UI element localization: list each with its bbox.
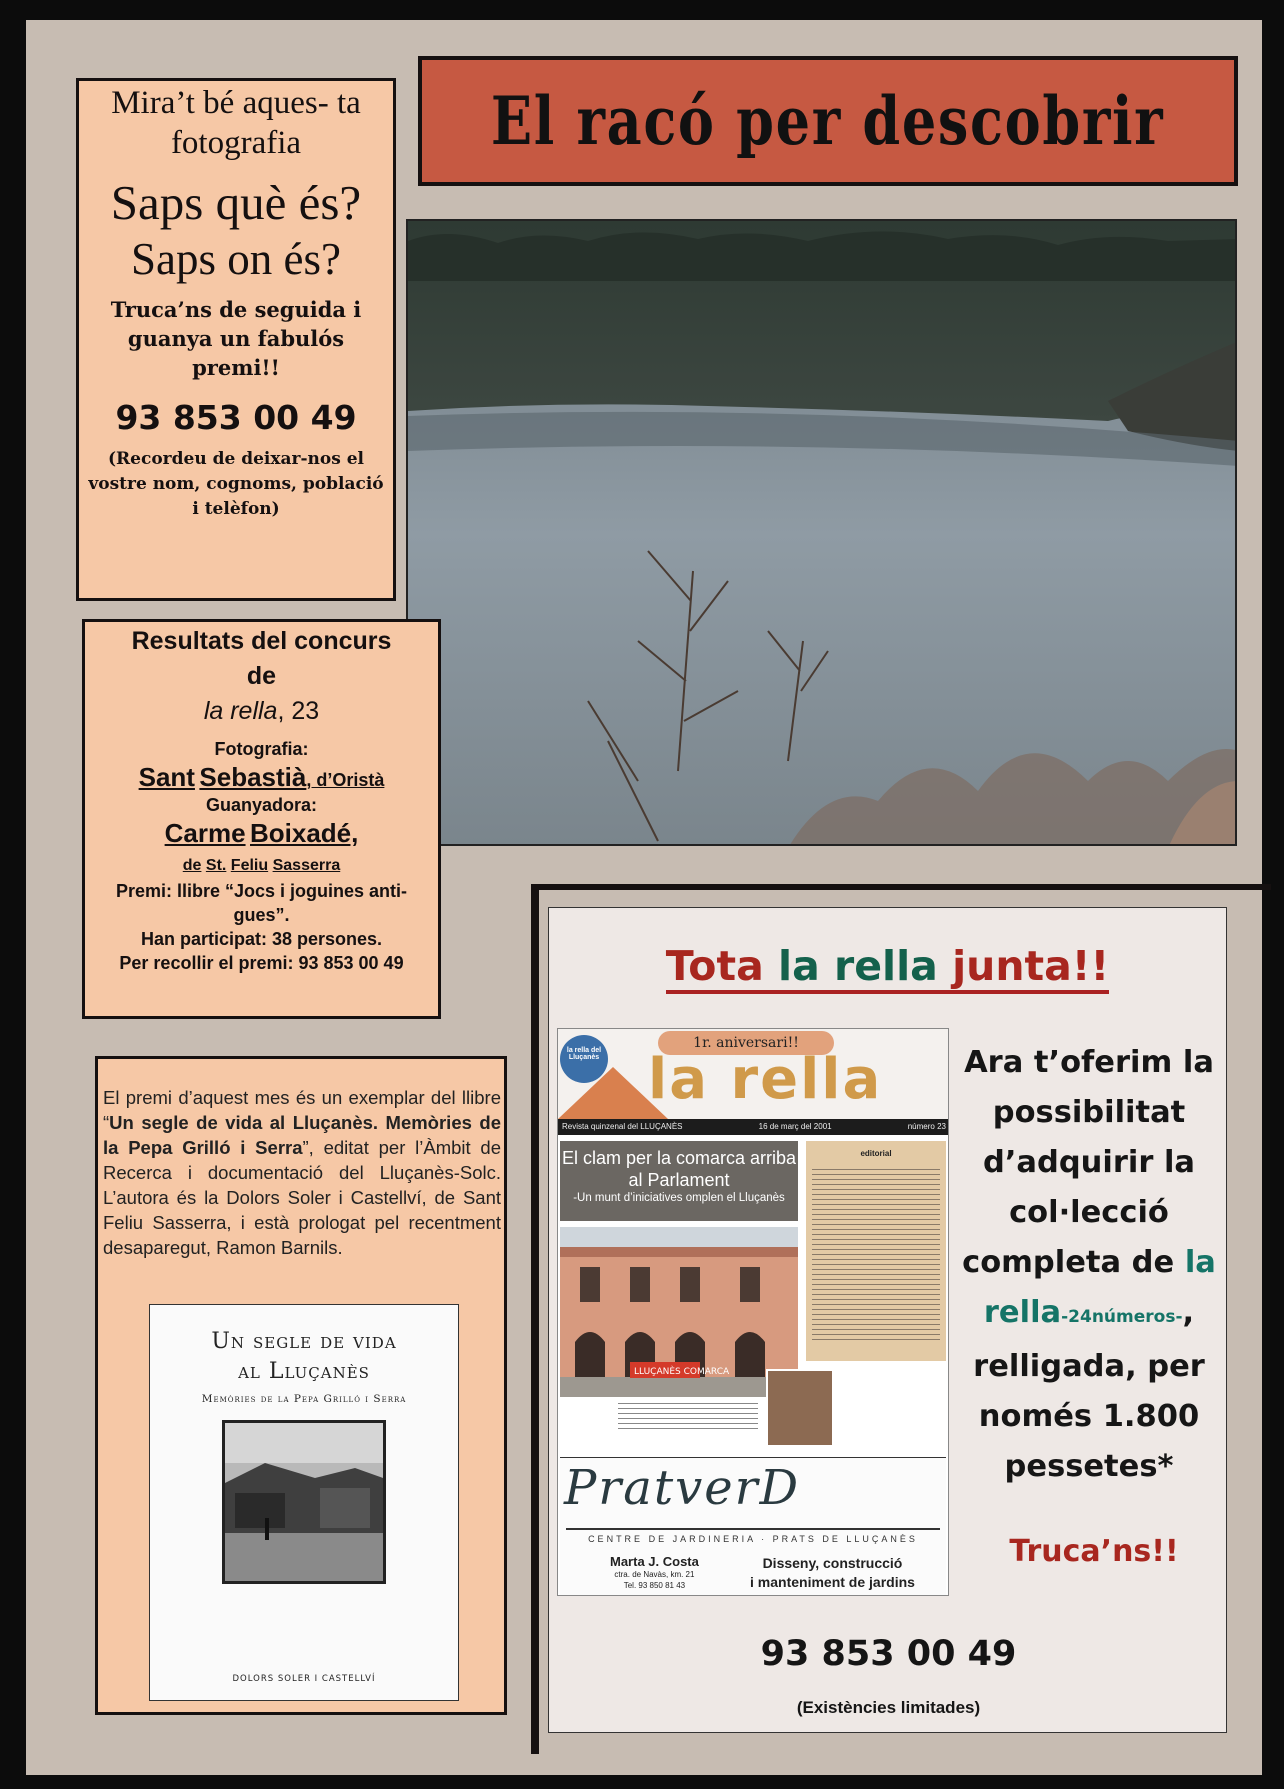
- results-issue-name: la rella: [203, 697, 278, 725]
- quiz-question-what: Saps què és?: [110, 175, 362, 230]
- rella-heading-la-rella: la rella: [778, 942, 938, 994]
- rella-heading-junta: junta!!: [952, 942, 1109, 994]
- photo-answer-sant: Sant: [138, 762, 195, 792]
- winner-from-feliu: Feliu: [230, 857, 269, 874]
- results-participants: Han participat: 38 persones.: [140, 929, 383, 949]
- magazine-name: la rella: [648, 1047, 883, 1112]
- results-title: Resultats del concurs: [131, 627, 392, 655]
- magazine-cover-thumbnail: [557, 1028, 949, 1596]
- magazine-building-photo: [560, 1227, 798, 1397]
- magazine-portrait-photo: [766, 1369, 834, 1447]
- quiz-note: (Recordeu de deixar-nos el vostre nom, cognoms, població i telèfon): [88, 449, 384, 519]
- results-collect: Per recollir el premi: 93 853 00 49: [119, 953, 404, 973]
- photo-label: Fotografia:: [214, 739, 309, 759]
- magazine-banner-text: LLUÇANÈS COMARCA: [634, 1367, 730, 1377]
- prize-description: [103, 1085, 501, 1260]
- magazine-masthead: [558, 1029, 949, 1119]
- pratverd-services-line-1: Disseny, construcció: [762, 1555, 903, 1571]
- pratverd-services: [750, 1554, 915, 1592]
- winner-label: Guanyadora:: [205, 795, 318, 815]
- magazine-strip-left: Revista quinzenal del LLUÇANÈS: [562, 1122, 683, 1131]
- photo-answer-place: , d’Oristà: [306, 770, 385, 790]
- quiz-intro: Mira’t bé aques- ta fotografia: [111, 85, 361, 161]
- book-cover-subtitle: Memòries de la Pepa Grilló i Serra: [201, 1393, 407, 1405]
- rella-collection-ad: [548, 907, 1227, 1733]
- prize-book-title: Un segle de vida al Lluçanès. Memòries de la Pepa Grilló i Serra: [103, 1112, 501, 1158]
- results-issue-number: , 23: [277, 697, 320, 725]
- book-cover-photo: [222, 1420, 386, 1584]
- mystery-lake-photo: [406, 219, 1237, 846]
- magazine-caption-lines: [618, 1399, 758, 1429]
- title-banner: [418, 56, 1238, 186]
- ad-phone-number: 93 853 00 49: [760, 1634, 1017, 1674]
- quiz-phone-number: 93 853 00 49: [115, 398, 357, 437]
- winner-from-sasserra: Sasserra: [272, 857, 341, 874]
- magazine-editorial-text-lines: [812, 1165, 940, 1341]
- magazine-badge: la rella del Lluçanès: [560, 1035, 608, 1083]
- magazine-editorial-label: editorial: [860, 1149, 892, 1158]
- rella-heading-tota: Tota: [666, 942, 764, 994]
- call-us-text: Truca’ns!!: [1009, 1534, 1179, 1569]
- book-cover: [149, 1304, 459, 1701]
- photo-quiz-box: [76, 78, 396, 601]
- photo-answer-sebastia: Sebastià: [199, 762, 307, 792]
- pratverd-logo: PratverD: [564, 1460, 801, 1516]
- magazine-strip-number: número 23: [907, 1122, 946, 1131]
- pratverd-services-line-2: i manteniment de jardins: [750, 1574, 915, 1590]
- offer-rella-la: la: [1184, 1245, 1216, 1280]
- book-title-line-2: al Lluçanès: [238, 1359, 370, 1384]
- offer-text-part-1: Ara t’oferim la possibilitat d’adquirir la col·lecció completa de: [962, 1045, 1214, 1280]
- magazine-page: [26, 20, 1262, 1775]
- offer-text-part-2: , relligada, per només 1.800 pessetes*: [973, 1295, 1205, 1484]
- building-image: [560, 1227, 798, 1397]
- quiz-call-to-action: Truca’ns de seguida i guanya un fabulós premi!!: [110, 297, 362, 380]
- book-cover-title: [150, 1327, 458, 1387]
- winner-from-st: St.: [205, 857, 227, 874]
- winner-from-de: de: [182, 857, 202, 874]
- page-title: El racó per descobrir: [491, 82, 1165, 160]
- results-title-de: de: [246, 662, 277, 690]
- pratverd-contact-name: Marta J. Costa: [610, 1554, 699, 1569]
- book-title-line-1: Un segle de vida: [211, 1329, 397, 1354]
- quiz-question-where: Saps on és?: [131, 234, 341, 284]
- prize-text-part-1: El premi d’aquest mes és un exemplar del llibre “: [103, 1087, 501, 1133]
- collection-offer-text: [954, 1038, 1224, 1492]
- magazine-headline-main: El clam per la comarca arriba al Parlament: [561, 1148, 797, 1190]
- magazine-headline: [560, 1141, 798, 1221]
- book-photo-image: [225, 1423, 383, 1581]
- magazine-editorial: [806, 1141, 946, 1361]
- magazine-strip-date: 16 de març del 2001: [758, 1122, 832, 1131]
- offer-rella-name: rella: [983, 1295, 1062, 1330]
- contest-results-box: [82, 619, 441, 1019]
- winner-first-name: Carme: [164, 818, 246, 848]
- pratverd-ad: [560, 1457, 946, 1596]
- pratverd-tagline: CENTRE DE JARDINERIA · PRATS DE LLUÇANÈS: [566, 1528, 940, 1544]
- pratverd-contact-tel: Tel. 93 850 81 43: [623, 1581, 686, 1590]
- results-prize: Premi: llibre “Jocs i joguines anti- gues”.: [115, 881, 408, 925]
- ad-stock-note: (Existències limitades): [796, 1698, 981, 1717]
- magazine-strip: [558, 1119, 949, 1135]
- offer-issue-count: -24números-: [1061, 1307, 1183, 1327]
- prize-text-part-2: ”, editat per l’Àmbit de Recerca i documentació del Lluçanès-Solc. L’autora és la Dolors Soler i Castellví, de Sant Feliu Sasserra, i està prologat pel recentment desaparegut, Ramon Barnils.: [103, 1137, 501, 1258]
- book-cover-author: DOLORS SOLER I CASTELLVÍ: [232, 1674, 376, 1684]
- pratverd-contact: [610, 1554, 699, 1591]
- magazine-headline-sub: -Un munt d’iniciatives omplen el Lluçanès: [573, 1192, 785, 1204]
- prize-info-box: [95, 1056, 507, 1715]
- lake-photo-image: [408, 221, 1237, 846]
- pratverd-contact-address: ctra. de Navàs, km. 21: [614, 1570, 695, 1579]
- rella-ad-heading: [549, 942, 1226, 990]
- magazine-anniversary: 1r. aniversari!!: [658, 1031, 834, 1055]
- winner-last-name: Boixadé,: [250, 818, 359, 848]
